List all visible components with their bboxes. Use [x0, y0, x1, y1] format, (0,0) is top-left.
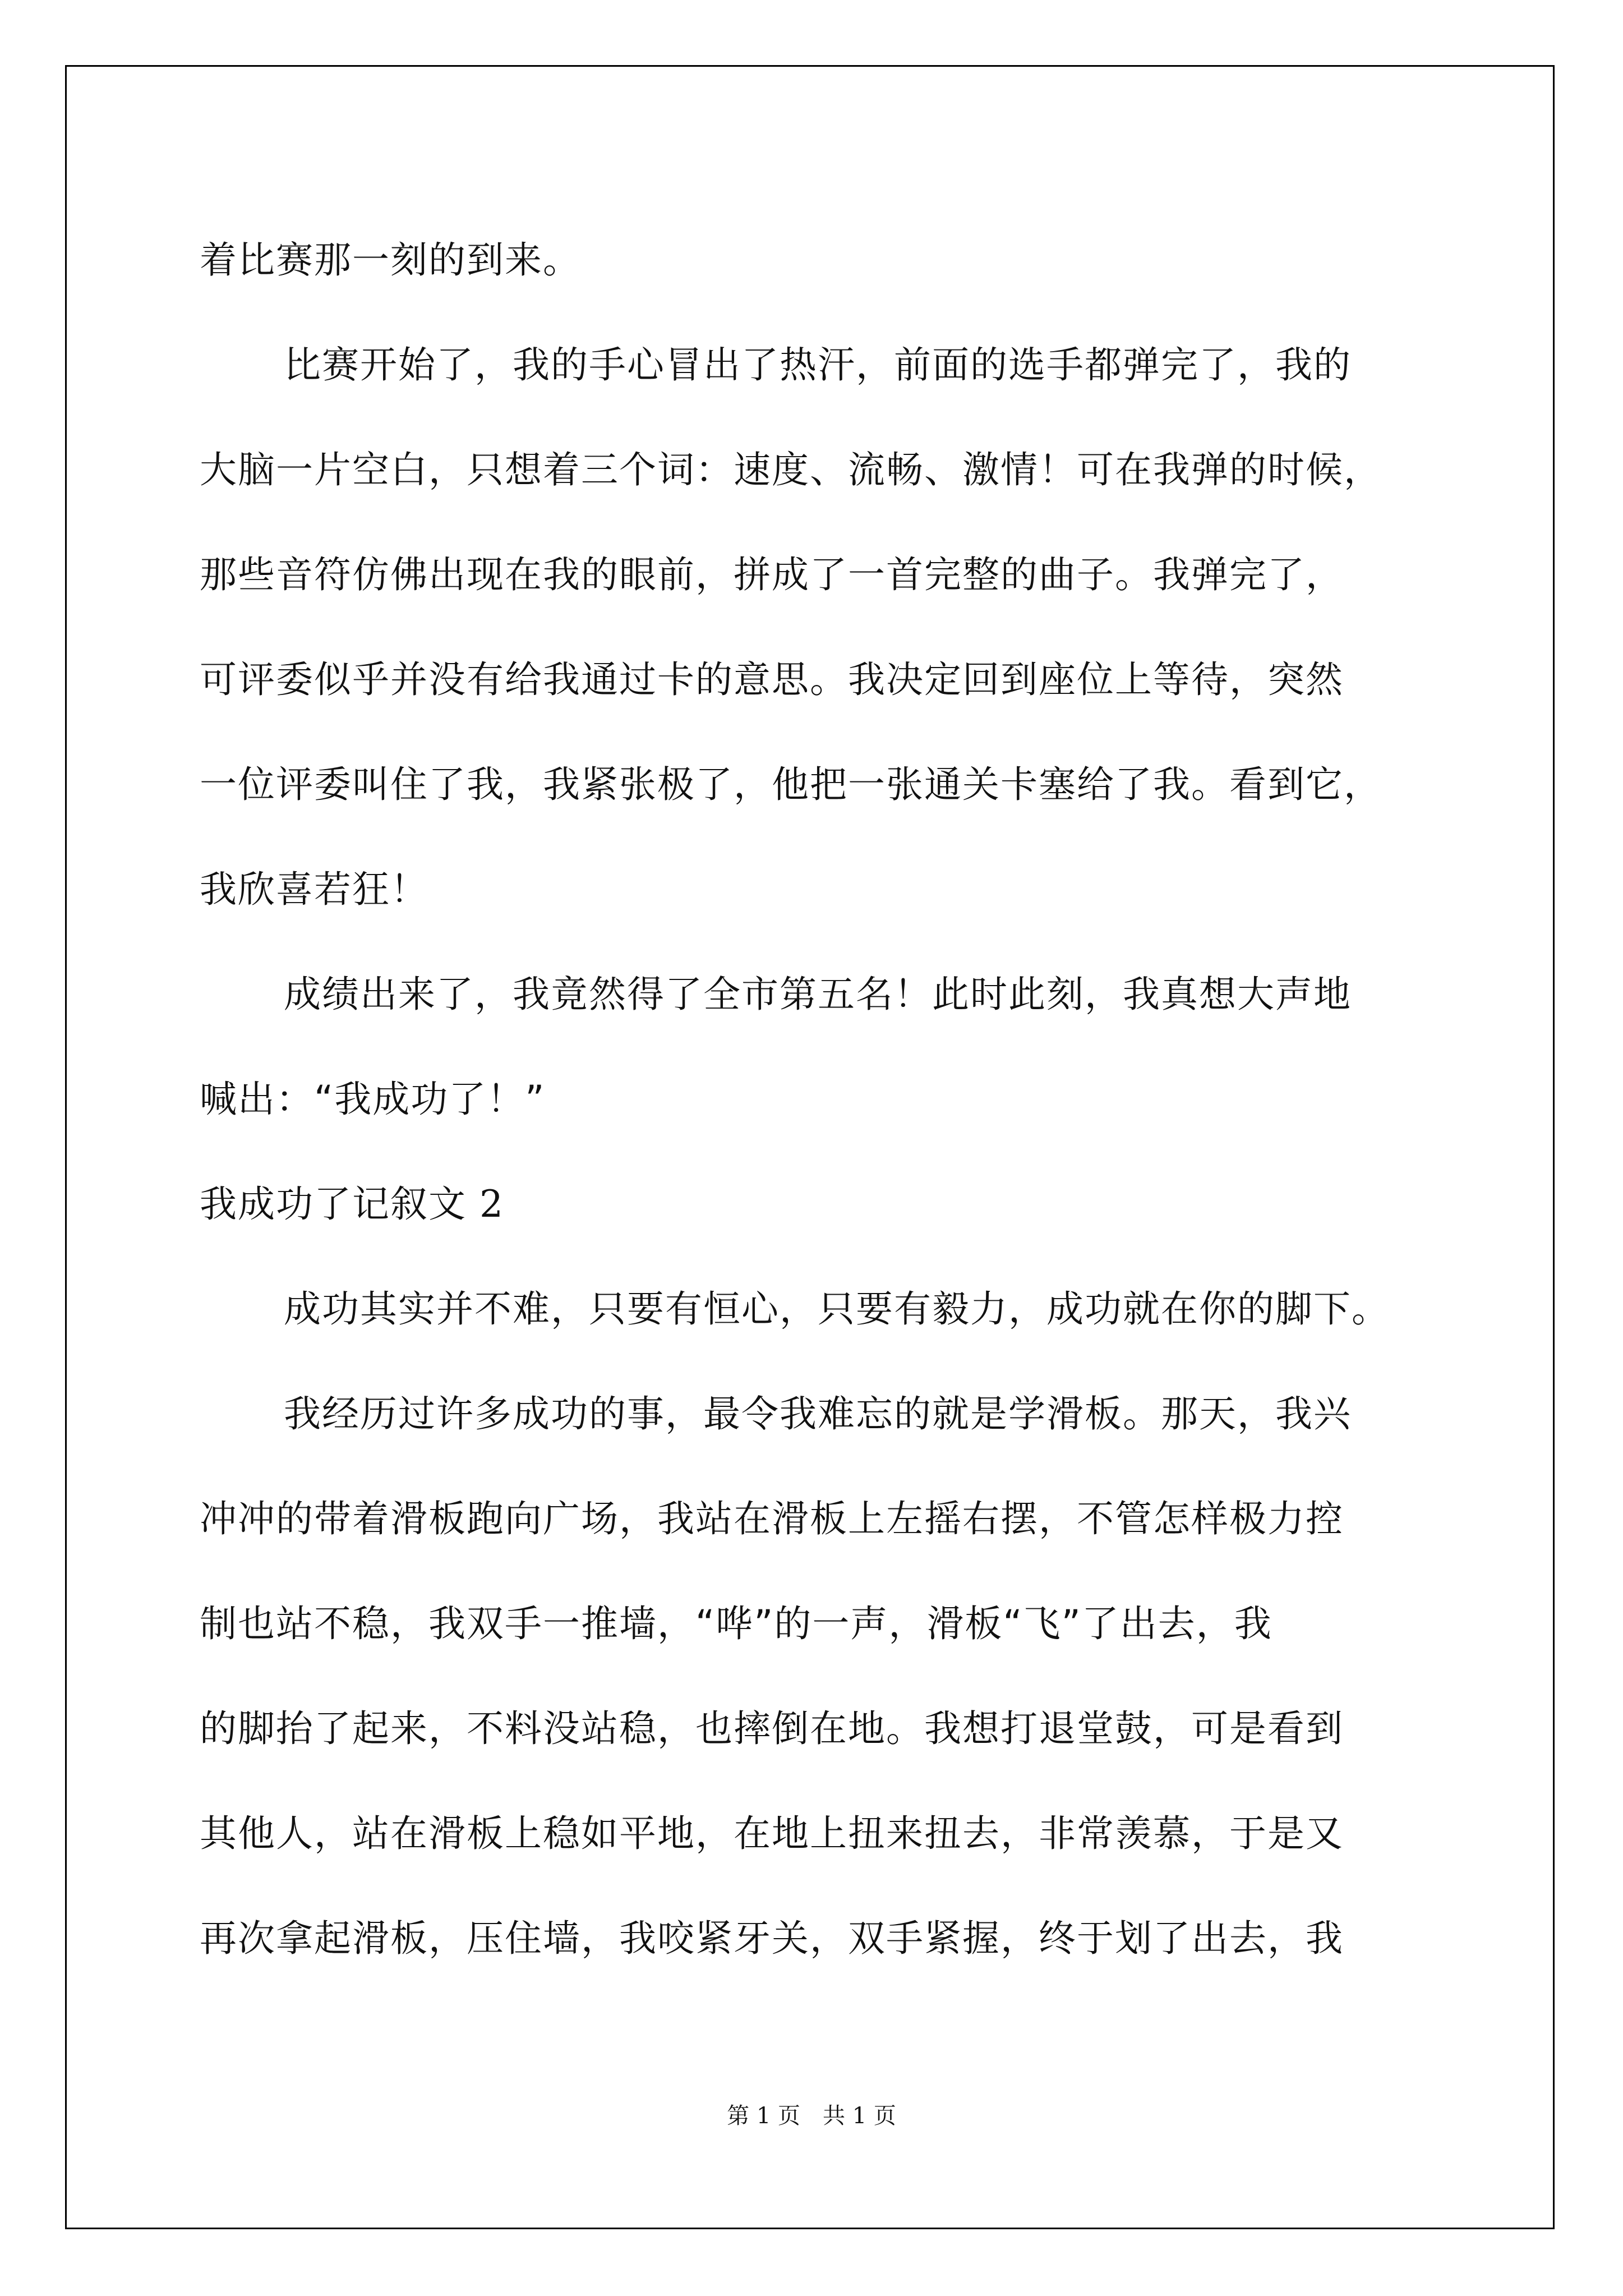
text-line: 冲冲的带着滑板跑向广场，我站在滑板上左摇右摆，不管怎样极力控	[200, 1497, 1344, 1540]
text-line: 大脑一片空白，只想着三个词：速度、流畅、激情！可在我弹的时候，	[200, 448, 1382, 491]
text-line: 喊出：“我成功了！”	[200, 1078, 546, 1121]
text-line: 着比赛那一刻的到来。	[200, 238, 581, 282]
section-heading: 我成功了记叙文 2	[200, 1182, 504, 1226]
text-line: 我经历过许多成功的事，最令我难忘的就是学滑板。那天，我兴	[284, 1392, 1352, 1435]
page-footer: 第 1 页 共 1 页	[727, 2103, 896, 2129]
text-line: 那些音符仿佛出现在我的眼前，拼成了一首完整的曲子。我弹完了，	[200, 553, 1344, 596]
text-line: 我欣喜若狂！	[200, 868, 428, 911]
text-line: 其他人，站在滑板上稳如平地，在地上扭来扭去，非常羡慕，于是又	[200, 1812, 1344, 1855]
text-line: 可评委似乎并没有给我通过卡的意思。我决定回到座位上等待，突然	[200, 658, 1344, 701]
text-line: 制也站不稳，我双手一推墙，“哗”的一声，滑板“飞”了出去，我	[200, 1602, 1272, 1645]
text-line: 成功其实并不难，只要有恒心，只要有毅力，成功就在你的脚下。	[284, 1287, 1390, 1331]
text-line: 比赛开始了，我的手心冒出了热汗，前面的选手都弹完了，我的	[284, 343, 1352, 386]
text-line: 再次拿起滑板，压住墙，我咬紧牙关，双手紧握，终于划了出去，我	[200, 1917, 1344, 1960]
document-body	[200, 208, 1445, 1991]
text-line: 一位评委叫住了我，我紧张极了，他把一张通关卡塞给了我。看到它，	[200, 763, 1382, 806]
text-line: 成绩出来了，我竟然得了全市第五名！此时此刻，我真想大声地	[284, 973, 1352, 1016]
text-line: 的脚抬了起来，不料没站稳，也摔倒在地。我想打退堂鼓，可是看到	[200, 1707, 1344, 1750]
